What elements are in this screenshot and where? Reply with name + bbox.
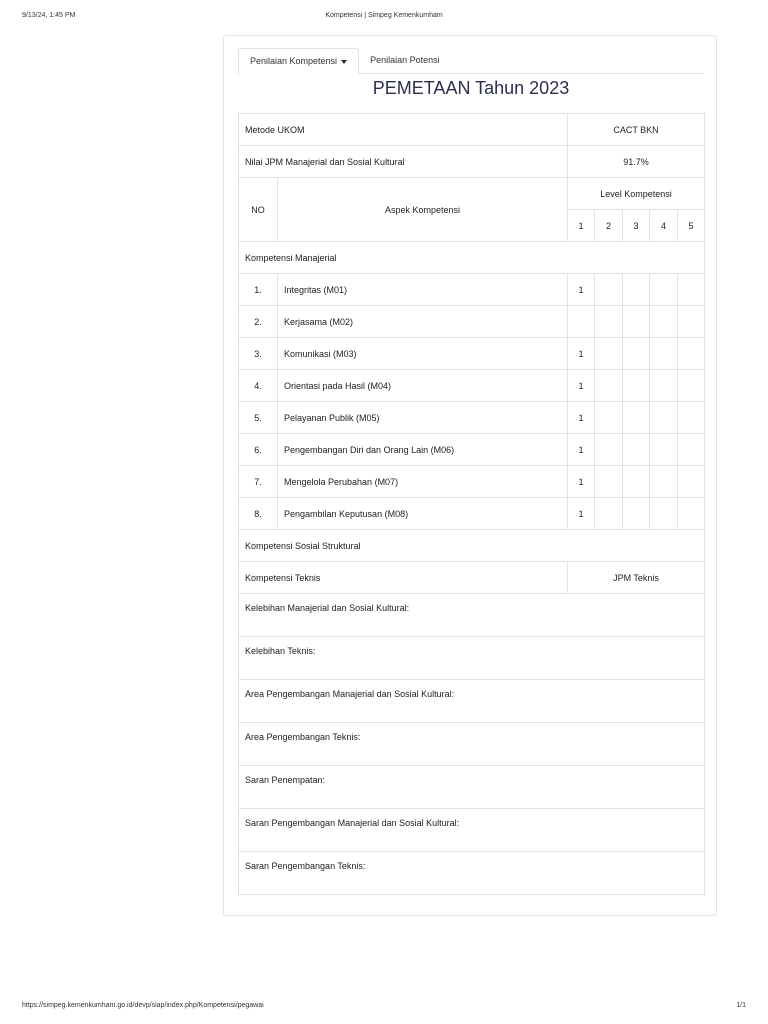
- table-row: [239, 114, 705, 146]
- row-level-1: 1: [568, 498, 595, 530]
- print-datetime: 9/13/24, 1:45 PM: [22, 12, 76, 19]
- header-level: Level Kompetensi: [568, 178, 705, 210]
- row-level-4: [650, 338, 678, 370]
- note-row: [239, 723, 705, 766]
- table-row: [239, 562, 705, 594]
- section-row: [239, 530, 705, 562]
- note-row: [239, 766, 705, 809]
- header-level-5: 5: [678, 210, 705, 242]
- caret-down-icon: [341, 60, 347, 64]
- row-level-1: 1: [568, 370, 595, 402]
- note-saran-teknis: Saran Pengembangan Teknis:: [239, 852, 705, 895]
- row-level-4: [650, 434, 678, 466]
- row-level-2: [595, 466, 623, 498]
- table-row: [239, 306, 705, 338]
- row-no: 3.: [239, 338, 278, 370]
- row-level-5: [678, 370, 705, 402]
- row-no: 8.: [239, 498, 278, 530]
- note-kelebihan-teknis: Kelebihan Teknis:: [239, 637, 705, 680]
- row-level-4: [650, 466, 678, 498]
- table-row: [239, 434, 705, 466]
- section-sosial: Kompetensi Sosial Struktural: [239, 530, 705, 562]
- row-aspek: Orientasi pada Hasil (M04): [278, 370, 568, 402]
- print-url: https://simpeg.kemenkumham.go.id/devp/siap/index.php/Kompetensi/pegawai: [22, 1002, 264, 1009]
- table-row: [239, 146, 705, 178]
- competency-table: [238, 113, 705, 895]
- row-level-5: [678, 466, 705, 498]
- row-no: 6.: [239, 434, 278, 466]
- row-level-2: [595, 402, 623, 434]
- print-header: [22, 12, 746, 19]
- row-aspek: Komunikasi (M03): [278, 338, 568, 370]
- section-manajerial: Kompetensi Manajerial: [239, 242, 705, 274]
- note-row: [239, 594, 705, 637]
- row-level-2: [595, 306, 623, 338]
- teknis-value: JPM Teknis: [568, 562, 705, 594]
- header-aspek: Aspek Kompetensi: [278, 178, 568, 242]
- row-level-5: [678, 434, 705, 466]
- row-level-2: [595, 498, 623, 530]
- print-page-number: 1/1: [736, 1002, 746, 1009]
- row-level-5: [678, 274, 705, 306]
- row-aspek: Pengambilan Keputusan (M08): [278, 498, 568, 530]
- row-level-5: [678, 338, 705, 370]
- table-row: [239, 466, 705, 498]
- row-aspek: Pengembangan Diri dan Orang Lain (M06): [278, 434, 568, 466]
- table-row: [239, 274, 705, 306]
- tab-label: Penilaian Potensi: [370, 55, 440, 65]
- jpm-label: Nilai JPM Manajerial dan Sosial Kultural: [239, 146, 568, 178]
- row-no: 1.: [239, 274, 278, 306]
- print-page-title: Kompetensi | Simpeg Kemenkumham: [325, 12, 443, 19]
- note-row: [239, 680, 705, 723]
- header-no: NO: [239, 178, 278, 242]
- row-level-1: 1: [568, 434, 595, 466]
- competency-card: [223, 35, 717, 916]
- row-aspek: Kerjasama (M02): [278, 306, 568, 338]
- metode-value: CACT BKN: [568, 114, 705, 146]
- row-level-4: [650, 402, 678, 434]
- row-level-3: [623, 370, 650, 402]
- row-level-3: [623, 274, 650, 306]
- teknis-label: Kompetensi Teknis: [239, 562, 568, 594]
- note-row: [239, 809, 705, 852]
- header-level-3: 3: [623, 210, 650, 242]
- row-level-4: [650, 306, 678, 338]
- row-level-2: [595, 370, 623, 402]
- row-level-3: [623, 434, 650, 466]
- tab-bar: [238, 48, 704, 74]
- note-row: [239, 637, 705, 680]
- print-footer: [22, 1002, 746, 1009]
- note-saran-manajerial: Saran Pengembangan Manajerial dan Sosial Kultural:: [239, 809, 705, 852]
- row-level-3: [623, 498, 650, 530]
- page-title: PEMETAAN Tahun 2023: [372, 78, 570, 98]
- row-level-5: [678, 498, 705, 530]
- row-level-4: [650, 498, 678, 530]
- header-level-4: 4: [650, 210, 678, 242]
- note-row: [239, 852, 705, 895]
- row-level-1: 1: [568, 338, 595, 370]
- row-level-2: [595, 274, 623, 306]
- row-level-1: 1: [568, 402, 595, 434]
- row-level-4: [650, 274, 678, 306]
- table-row: [239, 338, 705, 370]
- row-level-2: [595, 434, 623, 466]
- row-no: 5.: [239, 402, 278, 434]
- row-no: 7.: [239, 466, 278, 498]
- tab-label: Penilaian Kompetensi: [250, 56, 338, 66]
- row-no: 4.: [239, 370, 278, 402]
- row-level-5: [678, 402, 705, 434]
- note-area-manajerial: Area Pengembangan Manajerial dan Sosial Kultural:: [239, 680, 705, 723]
- row-level-2: [595, 338, 623, 370]
- header-level-1: 1: [568, 210, 595, 242]
- table-row: [239, 402, 705, 434]
- tab-penilaian-kompetensi[interactable]: [238, 48, 359, 74]
- row-level-4: [650, 370, 678, 402]
- note-area-teknis: Area Pengembangan Teknis:: [239, 723, 705, 766]
- header-level-2: 2: [595, 210, 623, 242]
- table-row: [239, 498, 705, 530]
- table-header-row: [239, 178, 705, 210]
- note-kelebihan-manajerial: Kelebihan Manajerial dan Sosial Kultural:: [239, 594, 705, 637]
- row-level-5: [678, 306, 705, 338]
- row-no: 2.: [239, 306, 278, 338]
- row-aspek: Integritas (M01): [278, 274, 568, 306]
- row-level-3: [623, 306, 650, 338]
- row-level-1: 1: [568, 466, 595, 498]
- row-level-1: [568, 306, 595, 338]
- row-level-1: 1: [568, 274, 595, 306]
- section-row: [239, 242, 705, 274]
- note-saran-penempatan: Saran Penempatan:: [239, 766, 705, 809]
- row-level-3: [623, 402, 650, 434]
- row-aspek: Pelayanan Publik (M05): [278, 402, 568, 434]
- jpm-value: 91.7%: [568, 146, 705, 178]
- tab-penilaian-potensi[interactable]: [359, 48, 451, 73]
- metode-label: Metode UKOM: [239, 114, 568, 146]
- row-level-3: [623, 338, 650, 370]
- row-level-3: [623, 466, 650, 498]
- table-row: [239, 370, 705, 402]
- row-aspek: Mengelola Perubahan (M07): [278, 466, 568, 498]
